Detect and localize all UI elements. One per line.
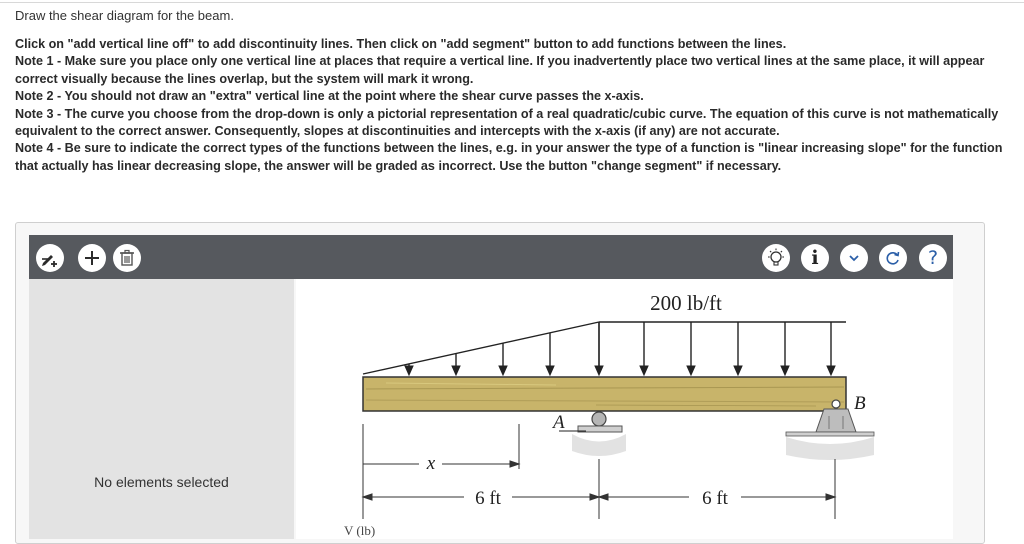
add-vertical-line-button[interactable]	[36, 244, 64, 272]
add-segment-button[interactable]	[78, 244, 106, 272]
support-a	[572, 412, 626, 456]
hint-button[interactable]	[762, 244, 790, 272]
instruction-main: Click on "add vertical line off" to add discontinuity lines. Then click on "add segment" button to add functions between the lines.	[15, 37, 787, 51]
reset-button[interactable]	[879, 244, 907, 272]
load-arrow	[405, 364, 413, 375]
top-divider	[0, 2, 1024, 3]
question-icon: ?	[927, 247, 939, 269]
load-arrow	[781, 322, 789, 375]
load-arrow	[640, 322, 648, 375]
instructions	[15, 36, 1010, 175]
load-arrow	[687, 322, 695, 375]
dimension-label-2: 6 ft	[702, 488, 728, 509]
load-arrow	[595, 322, 603, 375]
load-arrow	[827, 322, 835, 375]
question-text: Draw the shear diagram for the beam.	[15, 8, 234, 23]
x-dimension	[363, 461, 519, 467]
selection-status: No elements selected	[94, 474, 229, 490]
load-label: 200 lb/ft	[650, 291, 722, 315]
trash-icon	[117, 248, 137, 268]
x-label: x	[426, 453, 436, 474]
selection-panel	[29, 279, 294, 539]
load-arrow	[546, 333, 554, 375]
chevron-down-icon	[846, 250, 862, 266]
load-arrow	[452, 354, 460, 375]
load-arrow	[734, 322, 742, 375]
instruction-note-4: Note 4 - Be sure to indicate the correct types of the functions between the lines, e.g. in your answer the type of a function is "linear increasing slope" for the function that actually has linear decreasing slope, the answer will be graded as incorrect. Use the button "change segment" if necessary.	[15, 141, 1003, 173]
instruction-note-1: Note 1 - Make sure you place only one vertical line at places that require a vertical line. If you inadvertently place two vertical lines at the same place, it will appear correct visually because the lines overlap, but the system will mark it wrong.	[15, 54, 985, 86]
dimension-label-1: 6 ft	[475, 488, 501, 509]
load-arrow	[499, 343, 507, 375]
shear-axis-label: V (lb)	[344, 523, 376, 538]
plus-icon	[82, 248, 102, 268]
instruction-note-2: Note 2 - You should not draw an "extra" vertical line at the point where the shear curve passes the x-axis.	[15, 89, 644, 104]
diagram-canvas[interactable]	[296, 279, 953, 539]
refresh-icon	[884, 249, 902, 267]
delete-button[interactable]	[113, 244, 141, 272]
toolbar	[29, 235, 953, 279]
support-a-label: A	[553, 412, 565, 433]
distributed-load	[363, 322, 846, 375]
pen-plus-icon	[40, 248, 60, 268]
dropdown-button[interactable]	[840, 244, 868, 272]
instruction-note-3: Note 3 - The curve you choose from the drop-down is only a pictorial representation of a real quadratic/cubic curve. The equation of this curve is not mathematically equivalent to the correct answer. Consequently, slopes at discontinuities and intercepts with the x-axis (if any) are not accurate.	[15, 106, 999, 139]
lightbulb-icon	[765, 247, 787, 269]
help-button[interactable]	[919, 244, 947, 272]
support-b-label: B	[854, 393, 866, 414]
beam-diagram	[296, 279, 953, 539]
info-button[interactable]	[801, 244, 829, 272]
beam	[363, 377, 846, 411]
info-icon: i	[811, 247, 819, 269]
